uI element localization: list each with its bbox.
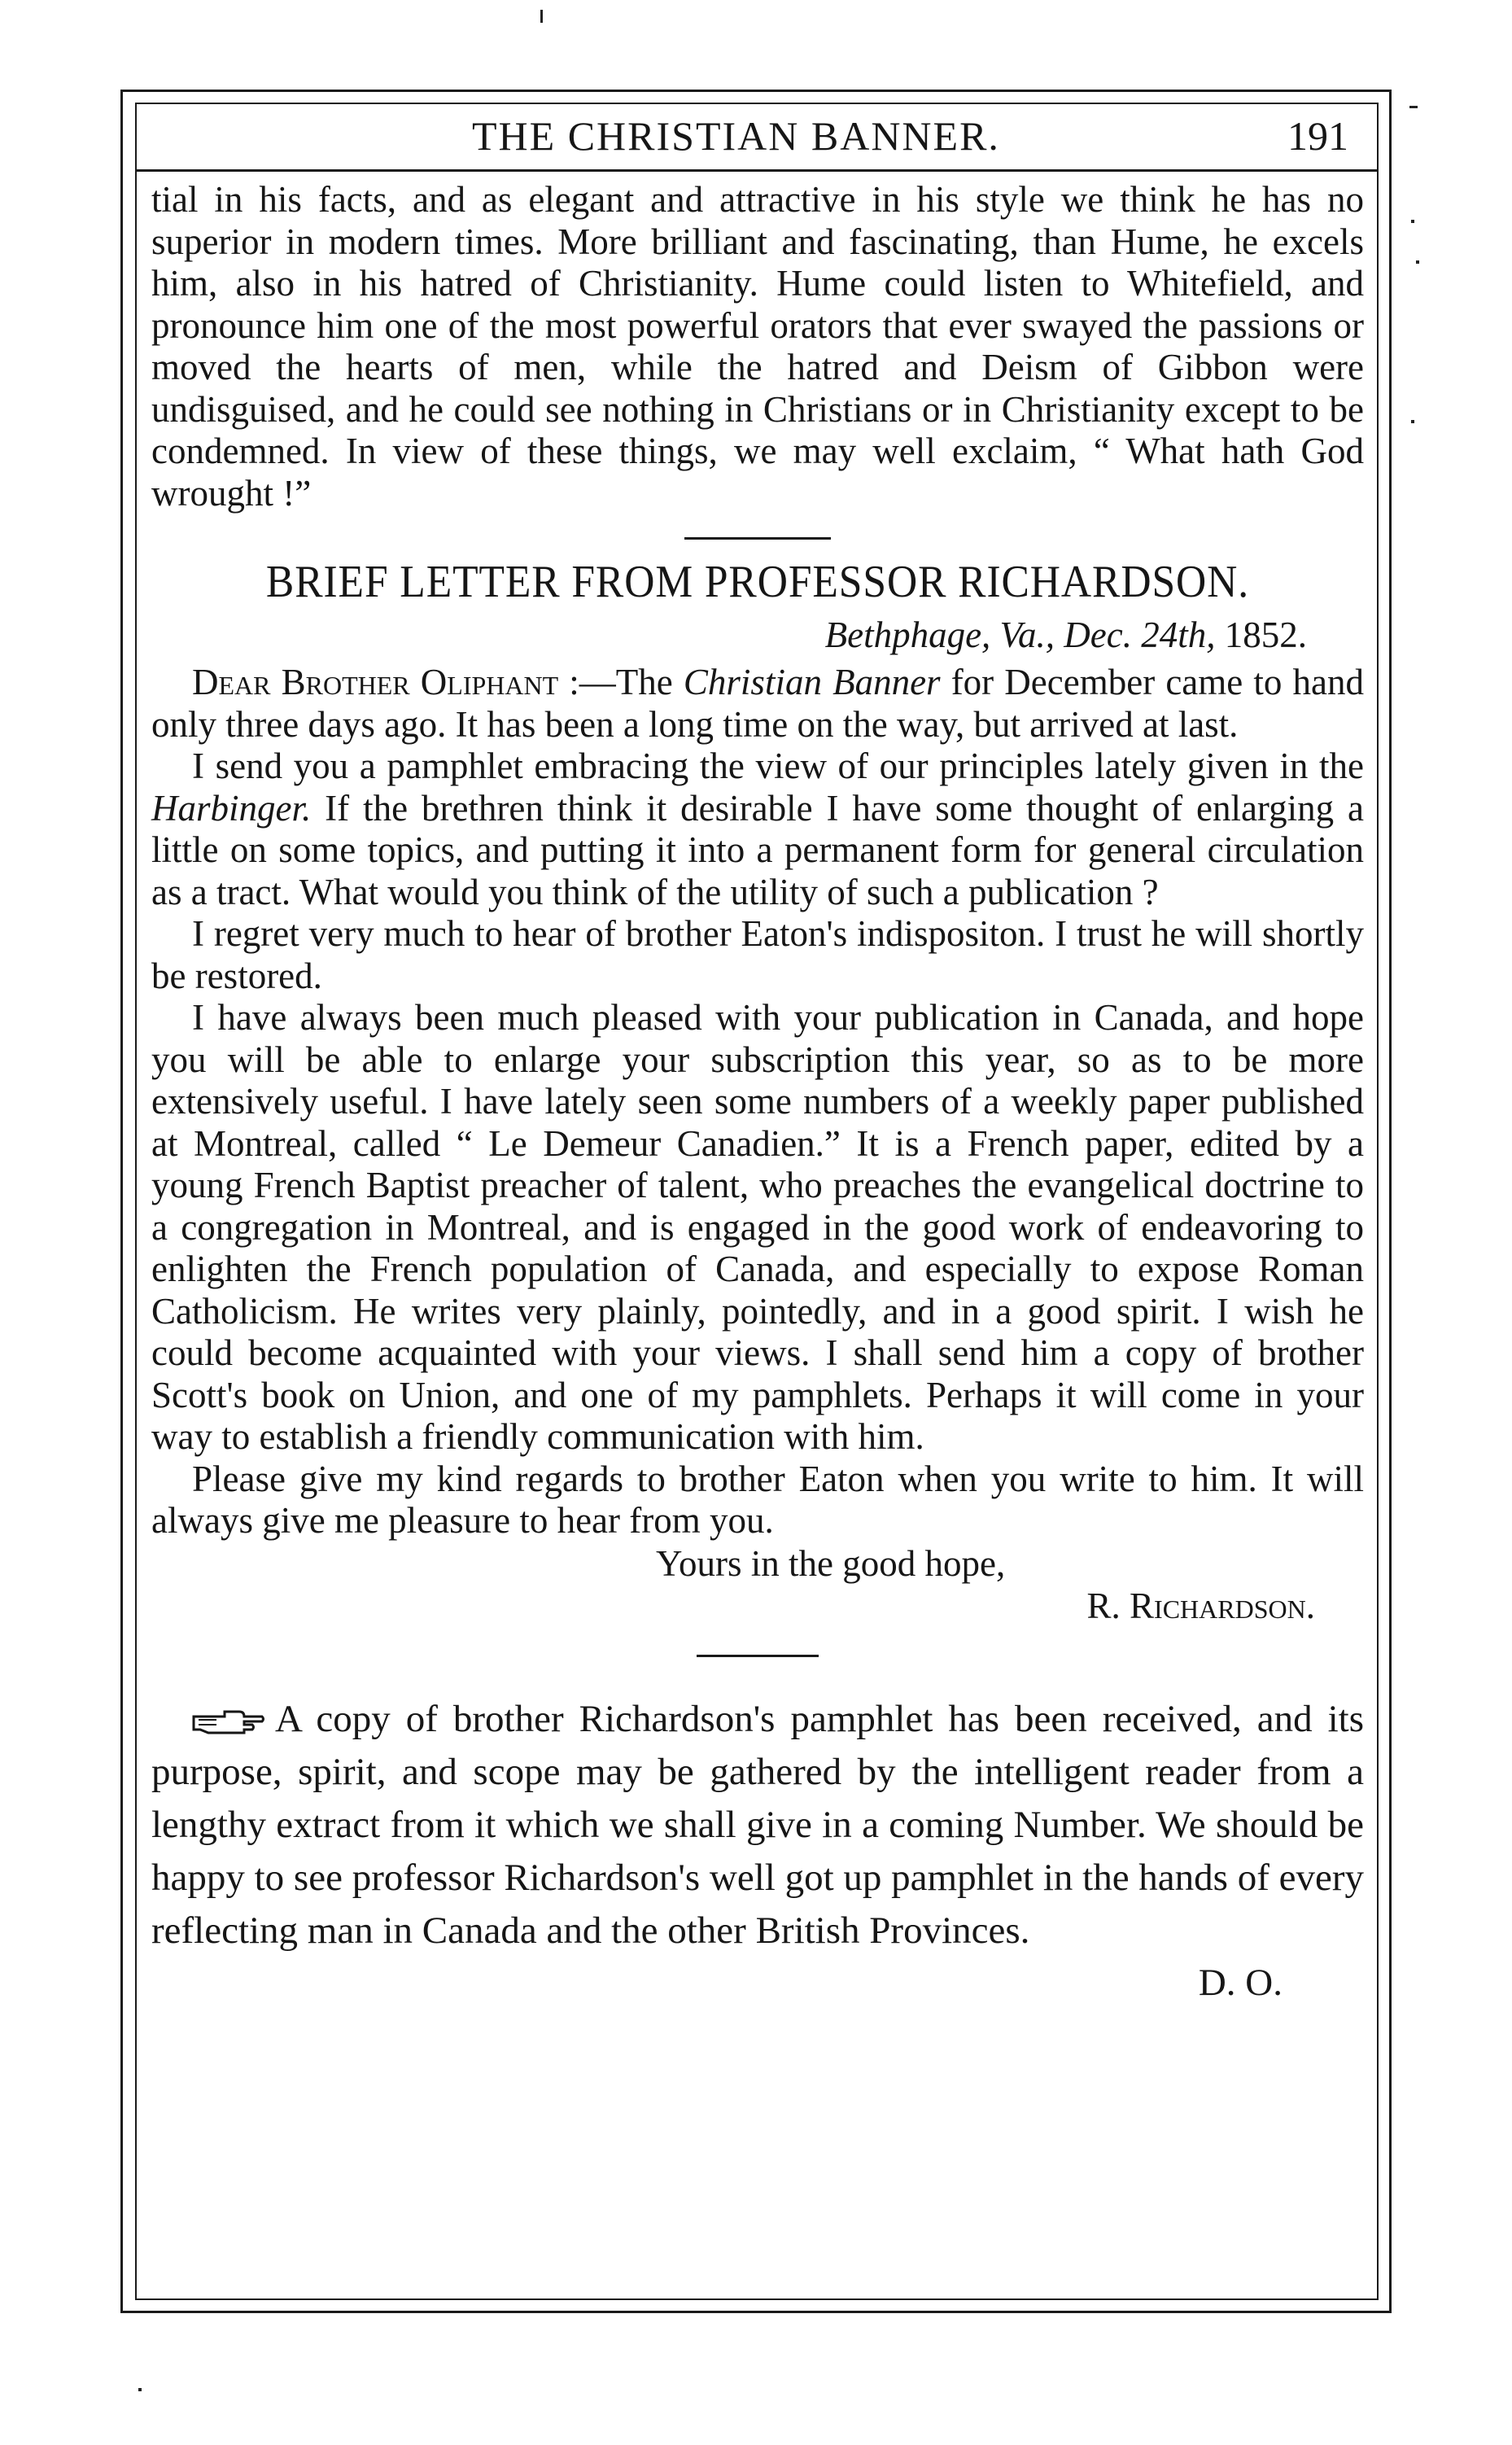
text-column <box>151 179 1364 2005</box>
section-divider <box>684 537 831 540</box>
letter-paragraph-3: I regret very much to hear of brother Eaton's indispositon. I trust he will shortly be restored. <box>151 913 1364 996</box>
letter-heading: BRIEF LETTER FROM PROFESSOR RICHARDSON. <box>265 557 1250 607</box>
print-speck <box>138 2388 142 2391</box>
letter-paragraph-1 <box>151 662 1364 746</box>
letter-dateline <box>151 613 1307 657</box>
print-speck <box>1409 106 1418 108</box>
editor-note-text: A copy of brother Richardson's pamphlet has been received, and its purpose, spirit, and scope may be gathered by the intelligent reader from a lengthy extract from it which we shall give in a coming Number. We should be happy to see professor Richardson's well got up pamphlet in the hands of every reflecting man in Canada and the other British Provinces. <box>151 1697 1364 1952</box>
paragraph-text: for December came to hand only three days ago. It has been a long time on the way, but arrived at last. <box>151 662 1364 745</box>
letter-salutation: Dear Brother Oliphant : <box>192 662 579 702</box>
letter-paragraph-2 <box>151 746 1364 913</box>
editor-note-signature: D. O. <box>1198 1961 1283 2004</box>
article-continuation: tial in his facts, and as elegant and attractive in his style we think he has no superior in modern times. More brilliant and fascinating, than Hume, he excels him, also in his hatred of Christianity. Hume could listen to Whitefield, and pronounce him one of the most powerful orators that ever swayed the passions or moved the hearts of men, while the hatred and Deism of Gibbon were undisguised, and he could see nothing in Christians or in Christianity except to be condemned. In view of these things, we may well exclaim, “ What hath God wrought !” <box>151 179 1364 514</box>
section-divider <box>697 1655 819 1657</box>
paragraph-text: —The <box>579 662 684 702</box>
periodical-title: Harbinger. <box>151 787 312 829</box>
page-number: 191 <box>1287 113 1348 159</box>
letter-signature: R. Richardson. <box>1086 1585 1315 1626</box>
letter-closing: Yours in the good hope, <box>656 1542 1006 1584</box>
paragraph-text: I send you a pamphlet embracing the view of our principles lately given in the <box>192 746 1364 786</box>
dateline-year: 1852. <box>1215 615 1307 655</box>
print-speck <box>1411 420 1414 423</box>
print-speck <box>1416 260 1419 264</box>
editor-note <box>151 1693 1364 1957</box>
print-speck <box>540 10 543 23</box>
paragraph-text: If the brethren think it desirable I have some thought of enlarging a little on some topics, and putting it into a permanent form for general circulation as a tract. What would you think of the utility of such a publication ? <box>151 787 1364 912</box>
print-speck <box>1411 220 1414 223</box>
letter-paragraph-5: Please give my kind regards to brother Eaton when you write to him. It will always give me pleasure to hear from you. <box>151 1458 1364 1541</box>
periodical-title: Christian Banner <box>683 662 941 702</box>
manicule-pointing-hand-icon <box>192 1708 265 1736</box>
letter-paragraph-4: I have always been much pleased with your publication in Canada, and hope you will be able to enlarge your subscription this year, so as to be more extensively useful. I have lately seen some numbers of a weekly paper published at Montreal, called “ Le Demeur Canadien.” It is a French paper, edited by a young French Baptist preacher of talent, who preaches the evangelical doctrine to a congregation in Montreal, and is engaged in the good work of endeavoring to enlighten the French population of Canada, and especially to expose Roman Catholicism. He writes very plainly, pointedly, and in a good spirit. I wish he could become acquainted with your views. I shall send him a copy of brother Scott's book on Union, and one of my pamphlets. Perhaps it will come in your way to establish a friendly communication with him. <box>151 997 1364 1457</box>
dateline-place: Bethphage, Va., Dec. 24th, <box>824 615 1216 655</box>
running-title: THE CHRISTIAN BANNER. <box>472 113 1000 159</box>
header-rule <box>135 169 1379 172</box>
